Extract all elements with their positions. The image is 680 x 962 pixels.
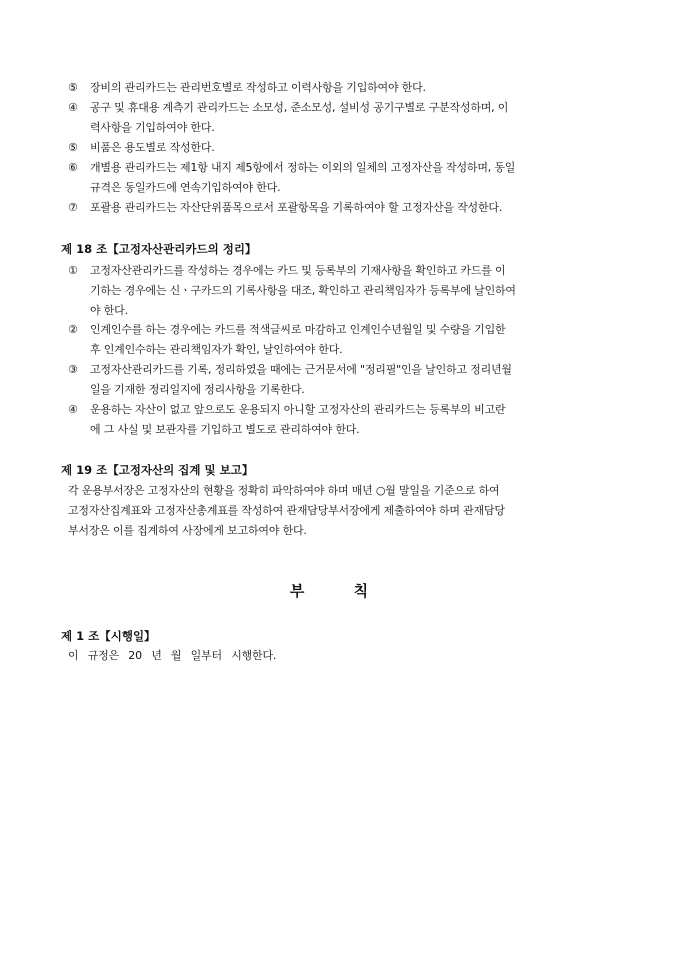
- clause-text: 일을 기재한 정리일지에 정리사항을 기록한다.: [90, 383, 305, 396]
- clause-text: 장비의 관리카드는 관리번호별로 작성하고 이력사항을 기입하여야 한다.: [90, 81, 426, 94]
- clause-number: ②: [68, 323, 78, 336]
- addendum-title: 부 칙: [289, 582, 391, 600]
- clause-number: ⑤: [68, 81, 78, 94]
- clause-number: ⑥: [68, 161, 78, 174]
- clause-item: [68, 78, 623, 98]
- paragraph-line: 고정자산집계표와 고정자산총계표를 작성하여 관재담당부서장에게 제출하여야 하며 관재담당: [68, 504, 505, 517]
- clause-text: 비품은 용도별로 작성한다.: [90, 141, 215, 154]
- addendum-article-1-body: [68, 646, 628, 666]
- clause-item: [68, 158, 623, 198]
- addendum-article-1-heading: 제 1 조【시행일】: [61, 629, 156, 643]
- clause-number: ③: [68, 363, 78, 376]
- clause-text: 야 한다.: [90, 304, 128, 317]
- clause-text: 인계인수를 하는 경우에는 카드를 적색글씨로 마감하고 인계인수년월일 및 수량을 기입한: [90, 323, 506, 336]
- clause-number: ④: [68, 101, 78, 114]
- clause-text: 규격은 동일카드에 연속기입하여야 한다.: [90, 181, 281, 194]
- clause-item: [68, 198, 623, 218]
- clause-number: ④: [68, 403, 78, 416]
- paragraph-line: 각 운용부서장은 고정자산의 현황을 정확히 파악하여야 하며 매년 ○월 말일을 기준으로 하여: [68, 484, 500, 497]
- article-19-body: [68, 481, 628, 541]
- clause-item: [68, 98, 623, 138]
- article-19-heading: 제 19 조【고정자산의 집계 및 보고】: [61, 463, 254, 477]
- article-18-heading: 제 18 조【고정자산관리카드의 정리】: [61, 242, 257, 256]
- clause-number: ⑤: [68, 141, 78, 154]
- clause-text: 포괄용 관리카드는 자산단위품목으로서 포괄항목을 기록하여야 할 고정자산을 작성한다.: [90, 201, 503, 214]
- clause-item: [68, 360, 623, 400]
- clause-text: 고정자산관리카드를 기록, 정리하였을 때에는 근거문서에 "정리필"인을 날인하고 정리년월: [90, 363, 512, 376]
- clause-text: 후 인계인수하는 관리책임자가 확인, 날인하여야 한다.: [90, 343, 343, 356]
- clause-text: 고정자산관리카드를 작성하는 경우에는 카드 및 등록부의 기재사항을 확인하고 카드를 이: [90, 264, 506, 277]
- clause-item: [68, 138, 623, 158]
- clause-text: 공구 및 휴대용 계측기 관리카드는 소모성, 준소모성, 설비성 공기구별로 구분작성하며, 이: [90, 101, 509, 114]
- clause-text: 력사항을 기입하여야 한다.: [90, 121, 215, 134]
- clause-item: [68, 400, 623, 440]
- paragraph-line: 이 규정은 20 년 월 일부터 시행한다.: [68, 649, 277, 662]
- paragraph-line: 부서장은 이를 집계하여 사장에게 보고하여야 한다.: [68, 524, 307, 537]
- clause-number: ⑦: [68, 201, 78, 214]
- clause-number: ①: [68, 264, 78, 277]
- clause-text: 기하는 경우에는 신ㆍ구카드의 기록사항을 대조, 확인하고 관리책임자가 등록부에 날인하여: [90, 284, 516, 297]
- clause-text: 에 그 사실 및 보관자를 기입하고 별도로 관리하여야 한다.: [90, 423, 360, 436]
- clause-text: 운용하는 자산이 없고 앞으로도 운용되지 아니할 고정자산의 관리카드는 등록부의 비고란: [90, 403, 506, 416]
- clause-item: [68, 320, 623, 360]
- clause-text: 개별용 관리카드는 제1항 내지 제5항에서 정하는 이외의 일체의 고정자산을 작성하며, 동일: [90, 161, 516, 174]
- clause-item: [68, 261, 623, 321]
